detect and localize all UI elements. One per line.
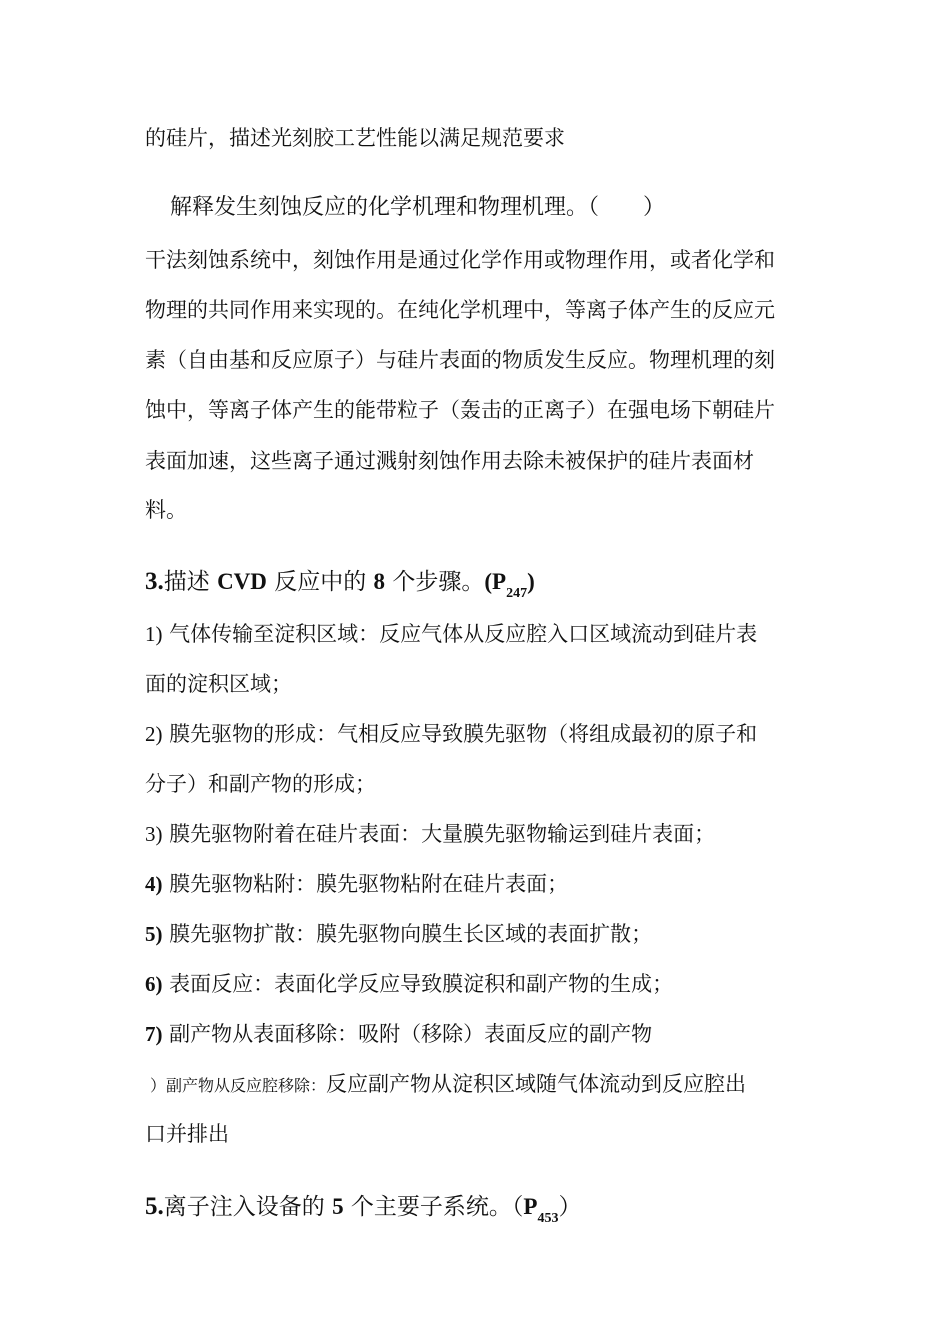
q2-question: 解释发生刻蚀反应的化学机理和物理机理。（ ） [170, 195, 666, 220]
step-number: 4) [145, 872, 163, 896]
q3-step-2-cont [145, 769, 825, 799]
q3-step-3 [145, 819, 825, 849]
q3-ref-close: ) [527, 569, 535, 594]
q2-answer-line-6: 料。 [145, 498, 187, 522]
q3-text-b: 反应中的 [266, 569, 374, 595]
step-text: 膜先驱物的形成：气相反应导致膜先驱物（将组成最初的原子和 [162, 722, 758, 746]
q3-bold-cvd: CVD [217, 569, 267, 594]
step-text: 副产物从表面移除：吸附（移除）表面反应的副产物 [162, 1022, 653, 1046]
q3-step-1 [145, 619, 825, 649]
q3-step-5 [145, 919, 825, 949]
q2-answer-line-5: 表面加速，这些离子通过溅射刻蚀作用去除未被保护的硅片表面材 [145, 449, 754, 473]
step-number: 6) [145, 972, 163, 996]
step-number: 3) [145, 822, 163, 846]
q5-number: 5. [145, 1193, 164, 1220]
step-8-small-label: ）副产物从反应腔移除： [150, 1076, 327, 1095]
step-number: 7) [145, 1022, 163, 1046]
q5-bold-count: 5 [332, 1194, 344, 1219]
q5-ref-close: ） [558, 1194, 582, 1220]
step-text: 表面反应：表面化学反应导致膜淀积和副产物的生成； [162, 972, 674, 996]
q3-heading [145, 565, 535, 611]
q3-number: 3. [145, 568, 164, 595]
q2-answer-line-2: 物理的共同作用来实现的。在纯化学机理中，等离子体产生的反应元 [145, 298, 775, 322]
q3-step-4 [145, 869, 825, 899]
q3-step-8-cont: 口并排出 [145, 1122, 229, 1146]
q5-ref-page: 453 [537, 1211, 559, 1226]
step-text: 膜先驱物附着在硅片表面：大量膜先驱物输运到硅片表面； [162, 822, 716, 846]
step-number: 1) [145, 622, 163, 646]
q3-step-8 [150, 1069, 830, 1101]
q3-text-a: 描述 [163, 569, 218, 595]
q2-answer-line-1: 干法刻蚀系统中，刻蚀作用是通过化学作用或物理作用，或者化学和 [145, 248, 775, 272]
q2-answer-line-3: 素（自由基和反应原子）与硅片表面的物质发生反应。物理机理的刻 [145, 348, 775, 372]
q3-step-2 [145, 719, 825, 749]
step-text: 膜先驱物粘附：膜先驱物粘附在硅片表面； [162, 872, 569, 896]
step-text: 气体传输至淀积区域：反应气体从反应腔入口区域流动到硅片表 [162, 622, 758, 646]
q3-bold-count: 8 [373, 569, 386, 594]
step-text: 分子）和副产物的形成； [145, 772, 376, 796]
q5-heading [145, 1190, 581, 1236]
step-text: 反应副产物从淀积区域随气体流动到反应腔出 [326, 1072, 747, 1096]
q5-ref-p: P [523, 1194, 538, 1219]
q5-text-a: 离子注入设备的 [163, 1194, 333, 1220]
q3-text-c: 个步骤。 [385, 569, 485, 595]
q3-step-6 [145, 969, 825, 999]
step-number: 2) [145, 722, 163, 746]
q3-ref-page: 247 [506, 586, 528, 601]
step-text: 面的淀积区域； [145, 672, 292, 696]
q5-text-b: 个主要子系统。（ [343, 1194, 524, 1220]
q3-step-1-cont [145, 669, 825, 699]
q2-answer-line-4: 蚀中，等离子体产生的能带粒子（轰击的正离子）在强电场下朝硅片 [145, 398, 775, 422]
q3-ref-open: (P [484, 569, 507, 594]
q3-step-7 [145, 1019, 825, 1049]
step-text: 膜先驱物扩散：膜先驱物向膜生长区域的表面扩散； [162, 922, 653, 946]
step-number: 5) [145, 922, 163, 946]
top-continuation-line: 的硅片，描述光刻胶工艺性能以满足规范要求 [145, 126, 565, 150]
